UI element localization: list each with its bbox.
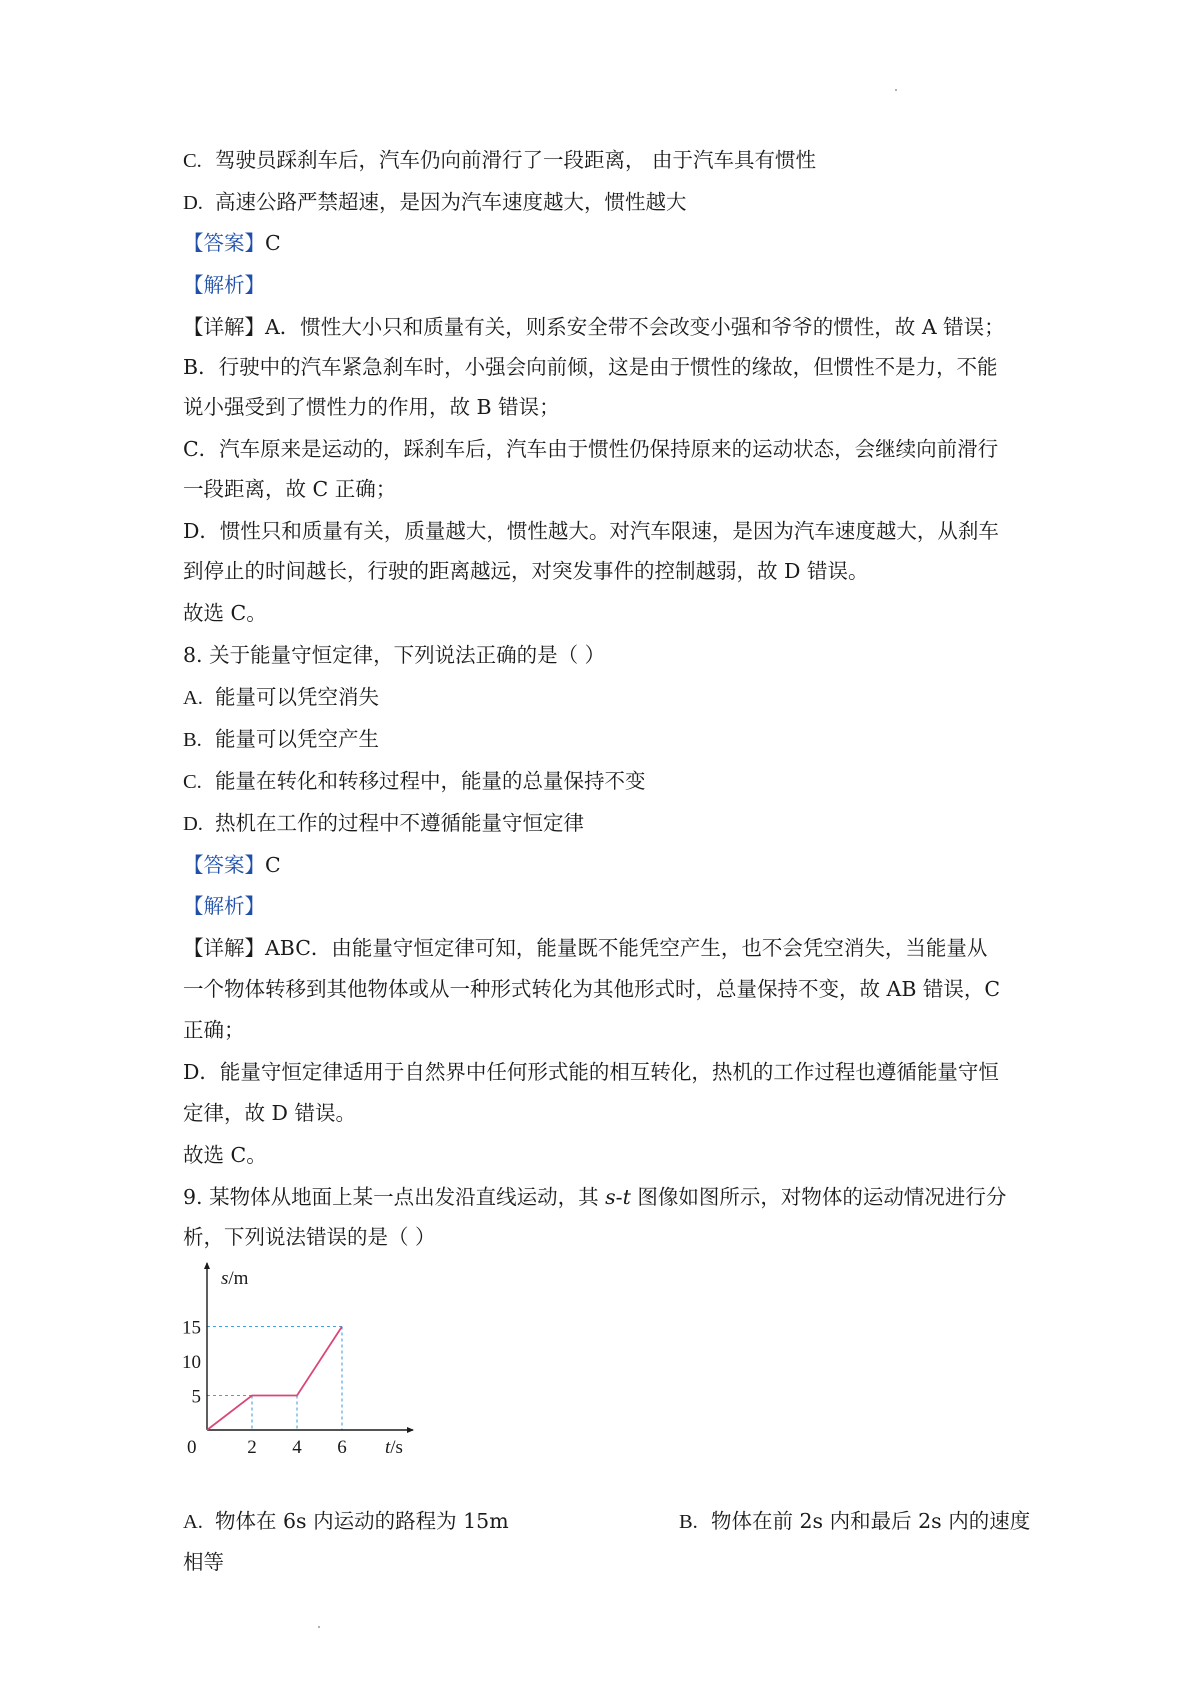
q7-option-d xyxy=(183,188,687,217)
y-tick-label: 5 xyxy=(191,1386,201,1408)
detail-tag: 【详解】 xyxy=(183,315,265,339)
y-axis-var: s xyxy=(221,1268,229,1289)
q8-detail-line-1 xyxy=(183,934,987,962)
q8-detail-line-3: 正确； xyxy=(183,1018,245,1042)
q8-option-d xyxy=(183,809,584,838)
y-tick-label: 10 xyxy=(182,1352,201,1373)
option-text: 热机在工作的过程中不遵循能量守恒定律 xyxy=(215,811,584,835)
q9-stem-line-2: 析，下列说法错误的是（ ） xyxy=(183,1225,436,1249)
x-axis-unit: /s xyxy=(390,1437,403,1458)
stem-text: 图像如图所示，对物体的运动情况进行分 xyxy=(630,1185,1007,1209)
stem-dash: - xyxy=(615,1185,623,1209)
q7-detail-line-2: B．行驶中的汽车紧急刹车时，小强会向前倾，这是由于惯性的缘故，但惯性不是力，不能 xyxy=(183,355,998,379)
option-text: 高速公路严禁超速，是因为汽车速度越大，惯性越大 xyxy=(215,190,687,214)
q8-option-c xyxy=(183,767,646,796)
x-tick-label: 6 xyxy=(337,1437,347,1458)
q7-detail-line-7: 到停止的时间越长，行驶的距离越远，对突发事件的控制越弱，故 D 错误。 xyxy=(183,559,869,583)
y-axis-unit: /m xyxy=(228,1268,249,1289)
y-tick-labels xyxy=(182,1318,201,1408)
option-letter: B. xyxy=(183,729,202,751)
q8-option-b xyxy=(183,725,379,754)
answer-value: C xyxy=(265,231,281,255)
q7-detail-line-6: D．惯性只和质量有关，质量越大，惯性越大。对汽车限速，是因为汽车速度越大，从刹车 xyxy=(183,519,999,543)
x-tick-label: 0 xyxy=(187,1437,197,1458)
q7-analysis-tag: 【解析】 xyxy=(183,273,265,297)
q7-conclusion: 故选 C。 xyxy=(183,601,267,625)
q9-stem-line-1 xyxy=(183,1183,1006,1211)
q8-detail-line-2: 一个物体转移到其他物体或从一种形式转化为其他形式时，总量保持不变，故 AB 错误，C xyxy=(183,977,1001,1001)
q8-stem: 8. 关于能量守恒定律，下列说法正确的是（ ） xyxy=(183,643,606,667)
q8-answer xyxy=(183,851,281,879)
q8-detail-line-5: 定律，故 D 错误。 xyxy=(183,1101,356,1125)
x-axis-var: t xyxy=(385,1437,391,1458)
option-letter: D. xyxy=(183,192,203,214)
q9-option-b xyxy=(679,1507,1030,1536)
scan-speck xyxy=(318,1626,320,1628)
detail-text: ABC．由能量守恒定律可知，能量既不能凭空产生，也不会凭空消失，当能量从 xyxy=(265,936,988,960)
stem-text: 9. 某物体从地面上某一点出发沿直线运动，其 xyxy=(183,1185,606,1209)
detail-tag: 【详解】 xyxy=(183,936,265,960)
q8-analysis-tag: 【解析】 xyxy=(183,894,265,918)
q9-option-a xyxy=(183,1507,509,1536)
answer-tag: 【答案】 xyxy=(183,231,265,255)
detail-text: A．惯性大小只和质量有关，则系安全带不会改变小强和爷爷的惯性，故 A 错误； xyxy=(265,315,1005,339)
option-letter: D. xyxy=(183,813,203,835)
q8-option-a xyxy=(183,683,379,712)
option-text: 能量可以凭空消失 xyxy=(215,685,379,709)
option-text: 驾驶员踩刹车后，汽车仍向前滑行了一段距离， 由于汽车具有惯性 xyxy=(215,148,817,172)
q7-answer xyxy=(183,229,281,257)
q7-detail-line-1 xyxy=(183,313,1005,341)
x-axis-label xyxy=(385,1437,403,1458)
option-letter: A. xyxy=(183,1511,203,1533)
option-letter: A. xyxy=(183,687,203,709)
x-tick-labels xyxy=(187,1437,347,1458)
y-axis-label xyxy=(221,1268,249,1289)
q8-conclusion: 故选 C。 xyxy=(183,1143,267,1167)
q9-option-b-continued: 相等 xyxy=(183,1550,224,1574)
y-tick-label: 15 xyxy=(182,1317,201,1339)
option-letter: C. xyxy=(183,771,202,793)
stem-var-s: s xyxy=(605,1185,616,1209)
option-text: 能量可以凭空产生 xyxy=(215,727,379,751)
option-letter: B. xyxy=(679,1511,698,1533)
option-letter: C. xyxy=(183,150,202,172)
answer-tag: 【答案】 xyxy=(183,853,265,877)
series-line xyxy=(207,1327,342,1431)
scan-speck xyxy=(895,89,897,91)
q7-detail-line-5: 一段距离，故 C 正确； xyxy=(183,477,397,501)
stem-var-t: t xyxy=(622,1185,631,1209)
x-tick-label: 4 xyxy=(292,1437,302,1458)
q7-option-c xyxy=(183,146,816,175)
s-t-chart xyxy=(175,1255,435,1465)
option-text: 能量在转化和转移过程中，能量的总量保持不变 xyxy=(215,769,646,793)
option-text: 物体在 6s 内运动的路程为 15m xyxy=(215,1509,509,1533)
q8-detail-line-4: D．能量守恒定律适用于自然界中任何形式能的相互转化，热机的工作过程也遵循能量守恒 xyxy=(183,1060,999,1084)
x-tick-label: 2 xyxy=(247,1437,257,1458)
q7-detail-line-3: 说小强受到了惯性力的作用，故 B 错误； xyxy=(183,395,560,419)
option-text: 物体在前 2s 内和最后 2s 内的速度 xyxy=(711,1509,1031,1533)
q7-detail-line-4: C．汽车原来是运动的，踩刹车后，汽车由于惯性仍保持原来的运动状态，会继续向前滑行 xyxy=(183,437,999,461)
answer-value: C xyxy=(265,853,281,877)
